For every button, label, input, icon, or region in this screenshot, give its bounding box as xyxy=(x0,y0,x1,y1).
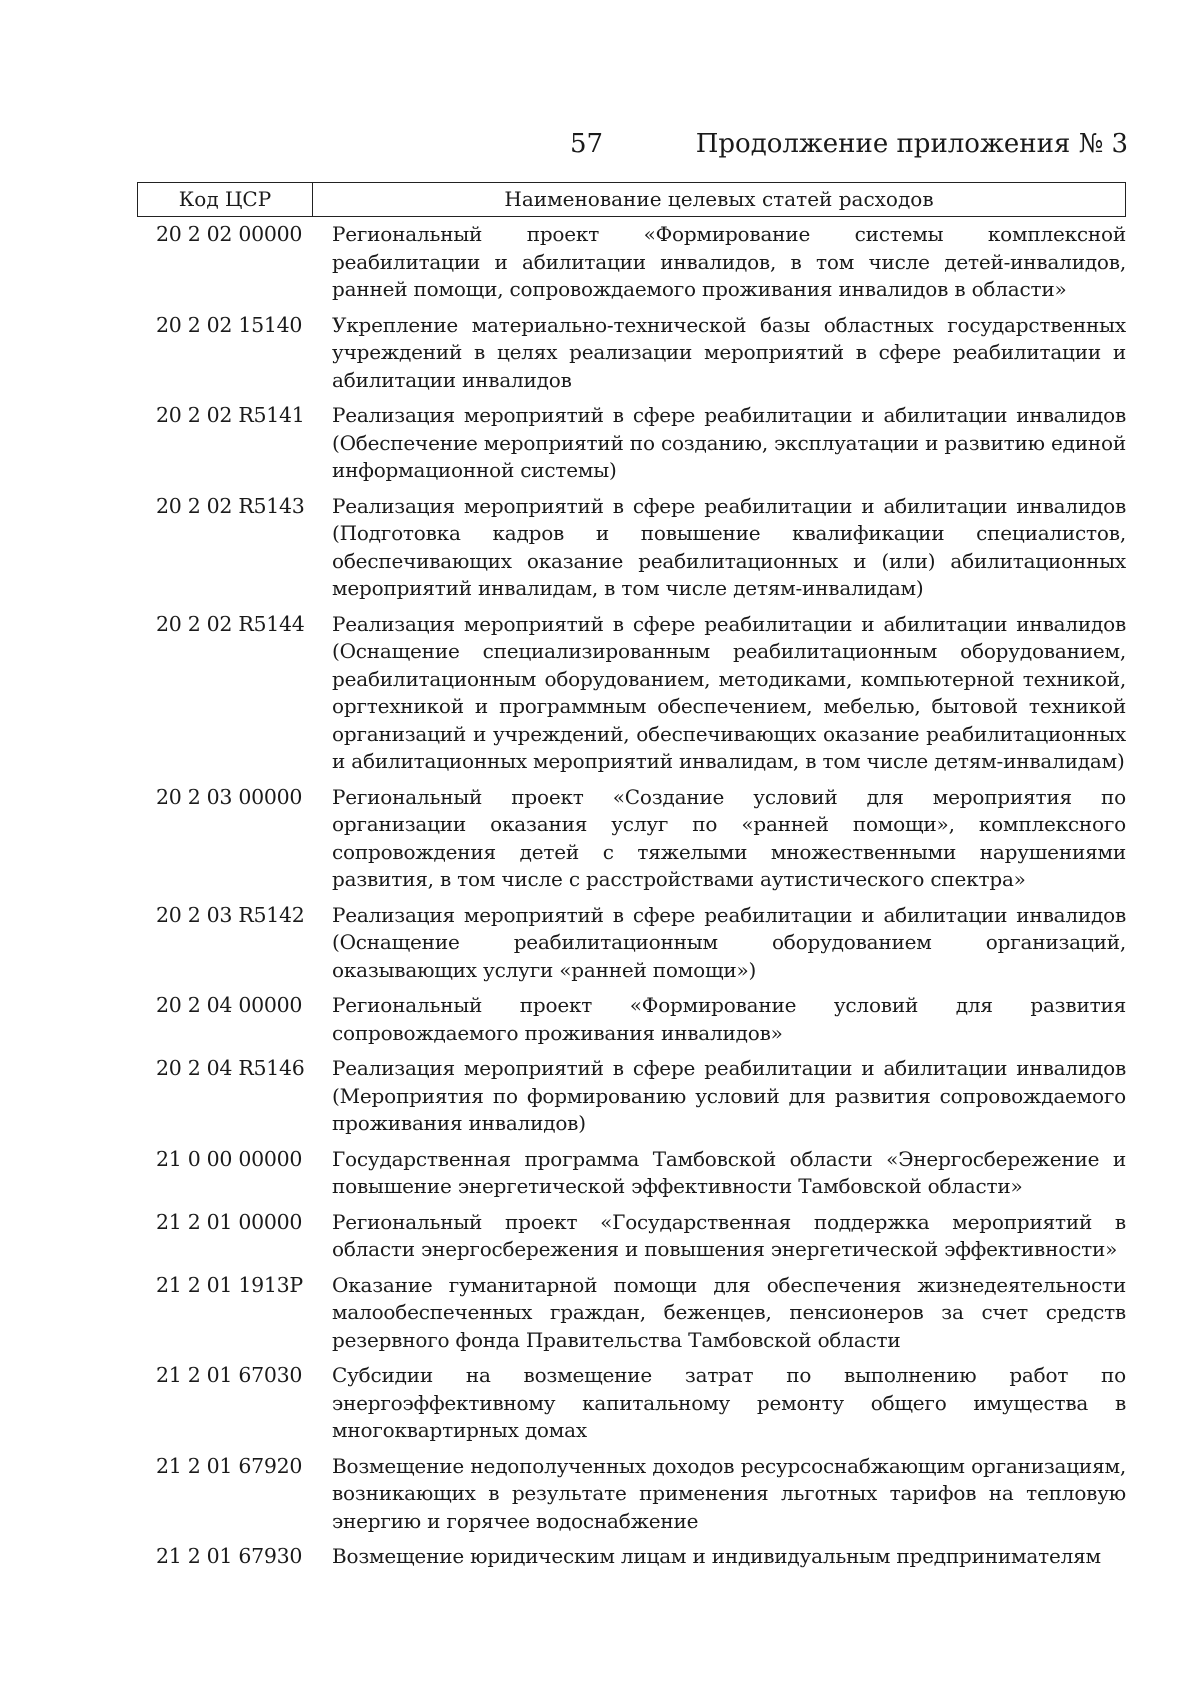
table-row xyxy=(137,784,1126,894)
row-code: 21 2 01 67930 xyxy=(156,1544,303,1568)
row-code: 20 2 03 R5142 xyxy=(156,902,305,927)
row-code: 21 0 00 00000 xyxy=(156,1146,303,1171)
row-code: 20 2 02 R5143 xyxy=(156,493,305,518)
row-code: 20 2 04 R5146 xyxy=(156,1056,305,1080)
appendix-title: Продолжение приложения № 3 xyxy=(695,129,1128,159)
row-name: Возмещение юридическим лицам и индивидуальным предпринимателям xyxy=(332,1544,1101,1568)
table-row xyxy=(137,402,1126,485)
row-name: Региональный проект «Формирование условий для развития сопровождаемого проживания инвалидов» xyxy=(332,993,1126,1045)
column-header-name: Наименование целевых статей расходов xyxy=(504,187,934,211)
table-header xyxy=(137,182,1126,217)
row-name: Государственная программа Тамбовской области «Энергосбережение и повышение энергетической эффективности Тамбовской области» xyxy=(332,1146,1126,1198)
row-code: 20 2 03 00000 xyxy=(156,784,303,809)
row-code: 21 2 01 00000 xyxy=(156,1209,303,1234)
row-code: 20 2 02 R5144 xyxy=(156,611,305,636)
page-header xyxy=(0,126,1200,162)
row-code: 20 2 04 00000 xyxy=(156,993,303,1017)
column-header-code: Код ЦСР xyxy=(138,183,313,216)
row-code: 20 2 02 15140 xyxy=(156,312,303,337)
expense-codes-table xyxy=(137,182,1126,1579)
table-row xyxy=(137,992,1126,1047)
table-row xyxy=(137,1543,1126,1571)
row-name: Оказание гуманитарной помощи для обеспечения жизнедеятельности малообеспеченных граждан, беженцев, пенсионеров за счет средств резервного фонда Правительства Тамбовской области xyxy=(332,1272,1126,1352)
row-name: Региональный проект «Создание условий для мероприятия по организации оказания услуг по «ранней помощи», комплексного сопровождения детей с тяжелыми множественными нарушениями развития, в том числе с расстройствами аутистического спектра» xyxy=(332,784,1126,891)
table-row xyxy=(137,1146,1126,1201)
row-code: 21 2 01 67920 xyxy=(156,1453,303,1478)
page-number: 57 xyxy=(570,129,604,159)
row-name: Реализация мероприятий в сфере реабилитации и абилитации инвалидов (Подготовка кадров и повышение квалификации специалистов, обеспечивающих оказание реабилитационных и (или) абилитационных мероприятий инвалидам, в том числе детям-инвалидам) xyxy=(332,493,1126,600)
table-row xyxy=(137,1272,1126,1355)
table-row xyxy=(137,902,1126,985)
row-code: 21 2 01 1913P xyxy=(156,1272,303,1297)
row-code: 21 2 01 67030 xyxy=(156,1363,303,1387)
table-row xyxy=(137,312,1126,395)
table-row xyxy=(137,1209,1126,1264)
row-name: Реализация мероприятий в сфере реабилитации и абилитации инвалидов (Оснащение реабилитационным оборудованием организаций, оказывающих услуги «ранней помощи») xyxy=(332,902,1126,982)
row-name: Субсидии на возмещение затрат по выполнению работ по энергоэффективному капитальному ремонту общего имущества в многоквартирных домах xyxy=(332,1363,1126,1442)
row-name: Региональный проект «Государственная поддержка мероприятий в области энергосбережения и повышения энергетической эффективности» xyxy=(332,1209,1126,1261)
row-name: Региональный проект «Формирование системы комплексной реабилитации и абилитации инвалидов, в том числе детей-инвалидов, ранней помощи, сопровождаемого проживания инвалидов в области» xyxy=(332,222,1126,301)
table-row xyxy=(137,1362,1126,1445)
row-name: Реализация мероприятий в сфере реабилитации и абилитации инвалидов (Мероприятия по формированию условий для развития сопровождаемого проживания инвалидов) xyxy=(332,1056,1126,1135)
table-row xyxy=(137,493,1126,603)
row-name: Реализация мероприятий в сфере реабилитации и абилитации инвалидов (Обеспечение мероприятий по созданию, эксплуатации и развитию единой информационной системы) xyxy=(332,403,1126,482)
table-row xyxy=(137,1055,1126,1138)
row-code: 20 2 02 R5141 xyxy=(156,403,305,427)
row-name: Укрепление материально-технической базы областных государственных учреждений в целях реализации мероприятий в сфере реабилитации и абилитации инвалидов xyxy=(332,312,1126,392)
table-row xyxy=(137,611,1126,776)
table-row xyxy=(137,221,1126,304)
row-code: 20 2 02 00000 xyxy=(156,222,303,246)
row-name: Возмещение недополученных доходов ресурсоснабжающим организациям, возникающих в результате применения льготных тарифов на тепловую энергию и горячее водоснабжение xyxy=(332,1453,1126,1533)
table-row xyxy=(137,1453,1126,1536)
row-name: Реализация мероприятий в сфере реабилитации и абилитации инвалидов (Оснащение специализированным реабилитационным оборудованием, реабилитационным оборудованием, методиками, компьютерной техникой, оргтехникой и программным обеспечением, мебелью, бытовой техникой организаций и учреждений, обеспечивающих оказание реабилитационных и абилитационных мероприятий инвалидам, в том числе детям-инвалидам) xyxy=(332,611,1126,773)
table-body xyxy=(137,221,1126,1571)
